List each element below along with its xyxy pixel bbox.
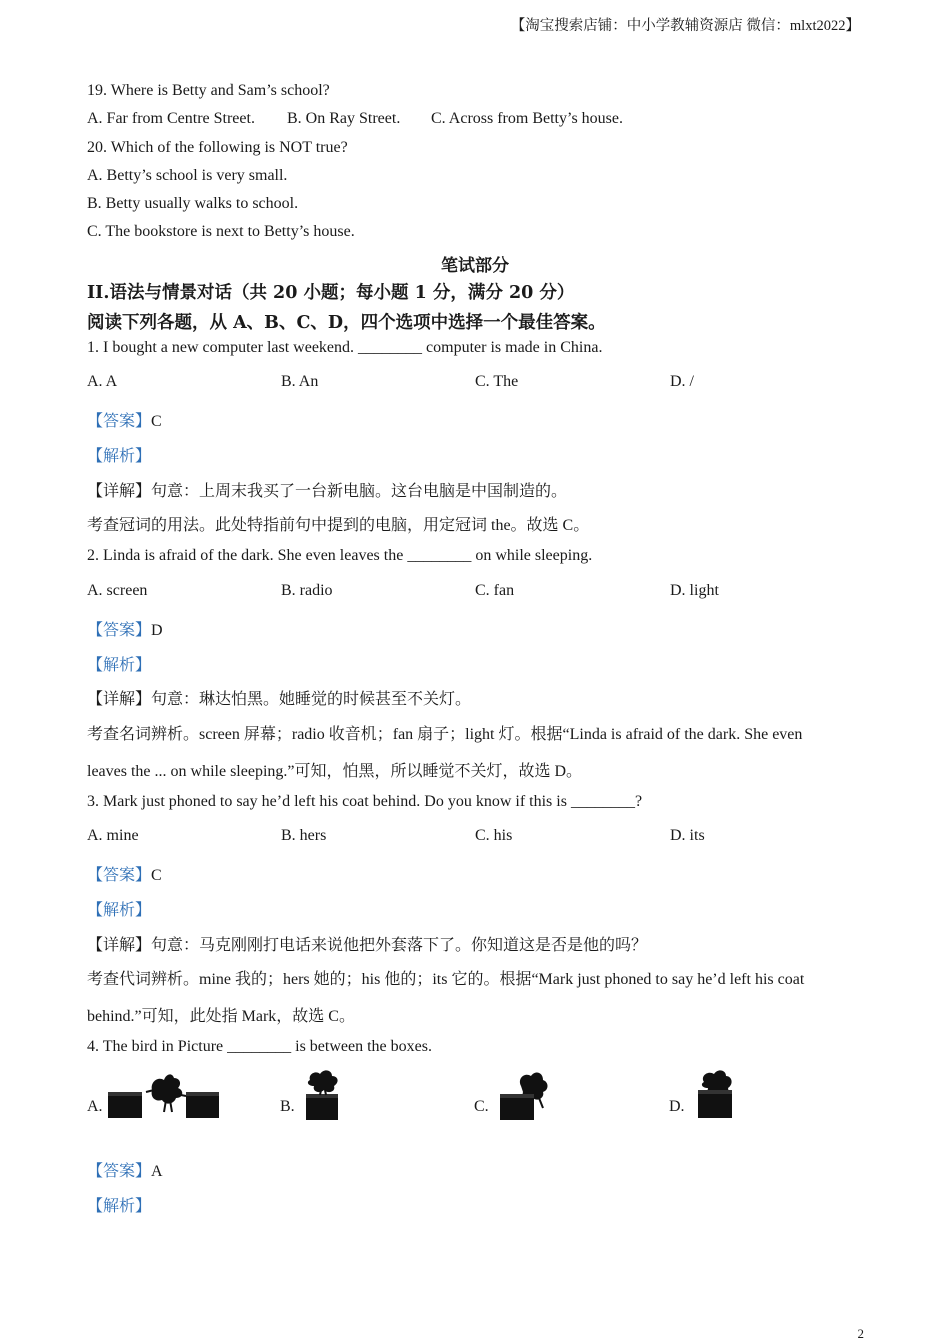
- question-20-option-a: A. Betty’s school is very small.: [87, 167, 288, 184]
- question-3-detail: [87, 932, 647, 955]
- question-3-option-d: D. its: [670, 827, 705, 844]
- question-1-option-c: C. The: [475, 373, 519, 390]
- question-4-option-d: [669, 1098, 685, 1116]
- question-2-explanation-line-2: leaves the ... on while sleeping.”可知，怕黑，所以睡觉不关灯，故选 D。: [87, 763, 583, 780]
- question-1-option-a: A. A: [87, 373, 118, 390]
- answer-label: 【答案】: [87, 413, 152, 430]
- question-20-option-c: C. The bookstore is next to Betty’s house.: [87, 223, 355, 240]
- question-20-stem: 20. Which of the following is NOT true?: [87, 139, 348, 156]
- detail-label: 【详解】: [87, 483, 152, 500]
- bird-between-boxes-picture: [106, 1068, 222, 1122]
- question-4-option-b: [280, 1098, 295, 1116]
- question-2-option-c: C. fan: [475, 582, 515, 599]
- question-3-option-c: C. his: [475, 827, 513, 844]
- section-title: II.语法与情景对话（共 20 小题；每小题 1 分，满分 20 分）: [87, 283, 575, 303]
- section-instruction: 阅读下列各题，从 A、B、C、D，四个选项中选择一个最佳答案。: [87, 313, 606, 333]
- question-19-option-b: B. On Ray Street.: [287, 110, 401, 127]
- question-2-detail: [87, 686, 471, 709]
- question-2-stem: 2. Linda is afraid of the dark. She even leaves the ________ on while sleeping.: [87, 547, 593, 564]
- answer-value: A: [151, 1163, 163, 1180]
- question-1-analysis-label: 【解析】: [87, 448, 152, 465]
- answer-value: D: [151, 622, 163, 639]
- detail-label: 【详解】: [87, 691, 152, 708]
- question-2-answer: [87, 617, 163, 640]
- question-2-option-b: B. radio: [281, 582, 333, 599]
- question-4-option-a: [87, 1098, 103, 1116]
- question-1-detail: [87, 478, 567, 501]
- question-4-answer: [87, 1158, 163, 1181]
- question-3-stem: 3. Mark just phoned to say he’d left his coat behind. Do you know if this is ________?: [87, 793, 643, 810]
- question-1-stem: 1. I bought a new computer last weekend. ________ computer is made in China.: [87, 339, 603, 356]
- detail-text: 句意：琳达怕黑。她睡觉的时候甚至不关灯。: [151, 691, 472, 708]
- page-number: 2: [857, 1326, 864, 1341]
- answer-label: 【答案】: [87, 622, 152, 639]
- question-4-stem: 4. The bird in Picture ________ is between the boxes.: [87, 1038, 432, 1055]
- question-3-answer: [87, 862, 162, 885]
- answer-label: 【答案】: [87, 1163, 152, 1180]
- question-3-analysis-label: 【解析】: [87, 902, 152, 919]
- question-19-stem: 19. Where is Betty and Sam’s school?: [87, 82, 330, 99]
- question-2-option-d: D. light: [670, 582, 719, 599]
- bird-on-box-picture: [302, 1068, 344, 1122]
- question-2-option-a: A. screen: [87, 582, 148, 599]
- question-4-option-c: [474, 1098, 489, 1116]
- question-2-explanation-line-1: 考查名词辨析。screen 屏幕；radio 收音机；fan 扇子；light 灯。根据“Linda is afraid of the dark. She even: [87, 726, 803, 743]
- detail-text: 句意：上周末我买了一台新电脑。这台电脑是中国制造的。: [151, 483, 568, 500]
- detail-label: 【详解】: [87, 937, 152, 954]
- question-3-explanation-line-1: 考查代词辨析。mine 我的；hers 她的；his 他的；its 它的。根据“Mark just phoned to say he’d left his coat: [87, 971, 805, 988]
- answer-label: 【答案】: [87, 867, 152, 884]
- option-label: B.: [280, 1098, 295, 1115]
- page-header: 【淘宝搜索店铺：中小学教辅资源店 微信：mlxt2022】: [510, 18, 860, 34]
- option-label: A.: [87, 1098, 103, 1115]
- question-1-answer: [87, 408, 162, 431]
- answer-value: C: [151, 867, 162, 884]
- question-1-option-d: D. /: [670, 373, 694, 390]
- question-3-option-b: B. hers: [281, 827, 327, 844]
- question-3-explanation-line-2: behind.”可知，此处指 Mark，故选 C。: [87, 1008, 355, 1025]
- question-4-analysis-label: 【解析】: [87, 1198, 152, 1215]
- question-1-explanation: 考查冠词的用法。此处特指前句中提到的电脑，用定冠词 the。故选 C。: [87, 517, 590, 534]
- answer-value: C: [151, 413, 162, 430]
- question-20-option-b: B. Betty usually walks to school.: [87, 195, 299, 212]
- question-19-option-a: A. Far from Centre Street.: [87, 110, 255, 127]
- question-2-analysis-label: 【解析】: [87, 657, 152, 674]
- option-label: D.: [669, 1098, 685, 1115]
- bird-behind-box-picture: [497, 1068, 553, 1122]
- question-3-option-a: A. mine: [87, 827, 139, 844]
- detail-text: 句意：马克刚刚打电话来说他把外套落下了。你知道这是否是他的吗？: [151, 937, 648, 954]
- question-1-option-b: B. An: [281, 373, 319, 390]
- written-part-title: 笔试部分: [441, 256, 509, 276]
- option-label: C.: [474, 1098, 489, 1115]
- bird-in-box-picture: [692, 1068, 740, 1122]
- question-19-option-c: C. Across from Betty’s house.: [431, 110, 623, 127]
